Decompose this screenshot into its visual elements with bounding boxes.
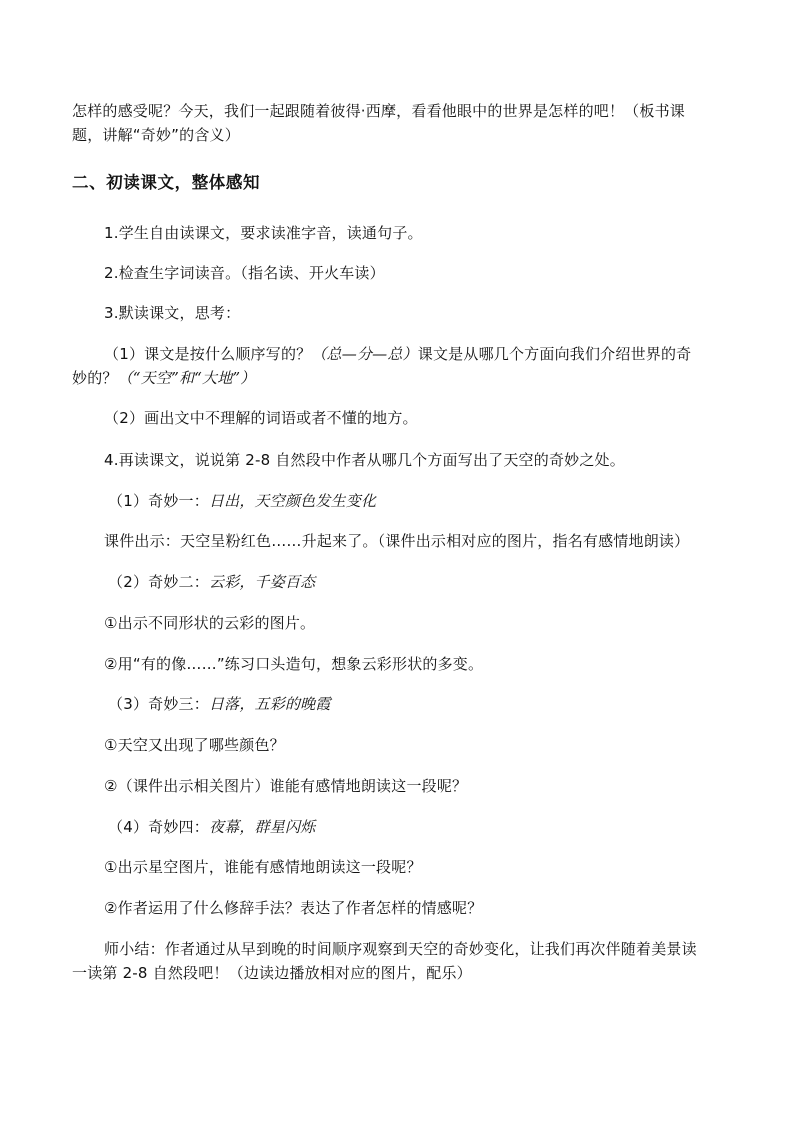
question-2: （2）画出文中不理解的词语或者不懂的地方。 [104,409,418,427]
wonder-3-item-a: ①天空又出现了哪些颜色？ [104,736,285,754]
wonder-1-prefix: （1）奇妙一： [108,492,209,510]
question-1-answer-aspects: （“天空”和“大地”） [117,369,256,387]
summary-line-2: 一读第 2-8 自然段吧！（边读边播放相对应的图片，配乐） [72,964,472,982]
wonder-2-prefix: （2）奇妙二： [108,573,209,591]
summary-line-1: 师小结：作者通过从早到晚的时间顺序观察到天空的奇妙变化，让我们再次伴随着美景读 [104,940,697,958]
wonder-4-item-a: ①出示星空图片，谁能有感情地朗读这一段呢？ [104,858,422,876]
question-1-answer-order: （总—分—总） [311,345,418,363]
wonder-2-text: 云彩，千姿百态 [208,573,316,591]
section-heading: 二、初读课文，整体感知 [72,173,261,192]
step-3: 3.默读课文，思考： [104,304,241,322]
step-1: 1.学生自由读课文，要求读准字音，读通句子。 [104,224,423,242]
wonder-3-prefix: （3）奇妙三： [108,695,209,713]
intro-line-2: 题，讲解“奇妙”的含义） [72,126,240,144]
wonder-1-note: 课件出示：天空呈粉红色……升起来了。（课件出示相对应的图片，指名有感情地朗读） [104,532,690,550]
wonder-4-text: 夜幕，群星闪烁 [208,818,316,836]
question-1-line-1 [104,344,691,364]
wonder-4-item-b: ②作者运用了什么修辞手法？表达了作者怎样的情感呢？ [104,899,483,917]
wonder-1 [108,491,376,511]
step-4: 4.再读课文，说说第 2-8 自然段中作者从哪几个方面写出了天空的奇妙之处。 [104,451,625,469]
step-2: 2.检查生字词读音。（指名读、开火车读） [104,264,385,282]
intro-line-1: 怎样的感受呢？今天，我们一起跟随着彼得·西摩，看看他眼中的世界是怎样的吧！（板书课 [72,102,685,120]
question-1-line2-prefix: 妙的？ [72,369,118,387]
wonder-2-item-a: ①出示不同形状的云彩的图片。 [104,614,316,632]
wonder-3-item-b: ②（课件出示相关图片）谁能有感情地朗读这一段呢？ [104,777,468,795]
wonder-2 [108,572,315,592]
wonder-3-text: 日落，五彩的晚霞 [208,695,331,713]
wonder-4 [108,817,315,837]
question-1-mid: 课文是从哪几个方面向我们介绍世界的奇 [417,345,692,363]
wonder-1-text: 日出，天空颜色发生变化 [208,492,377,510]
wonder-2-item-b: ②用“有的像……”练习口头造句，想象云彩形状的多变。 [104,655,484,673]
wonder-4-prefix: （4）奇妙四： [108,818,209,836]
question-1-prefix: （1）课文是按什么顺序写的？ [104,345,312,363]
question-1-line-2 [72,368,255,388]
wonder-3 [108,694,331,714]
